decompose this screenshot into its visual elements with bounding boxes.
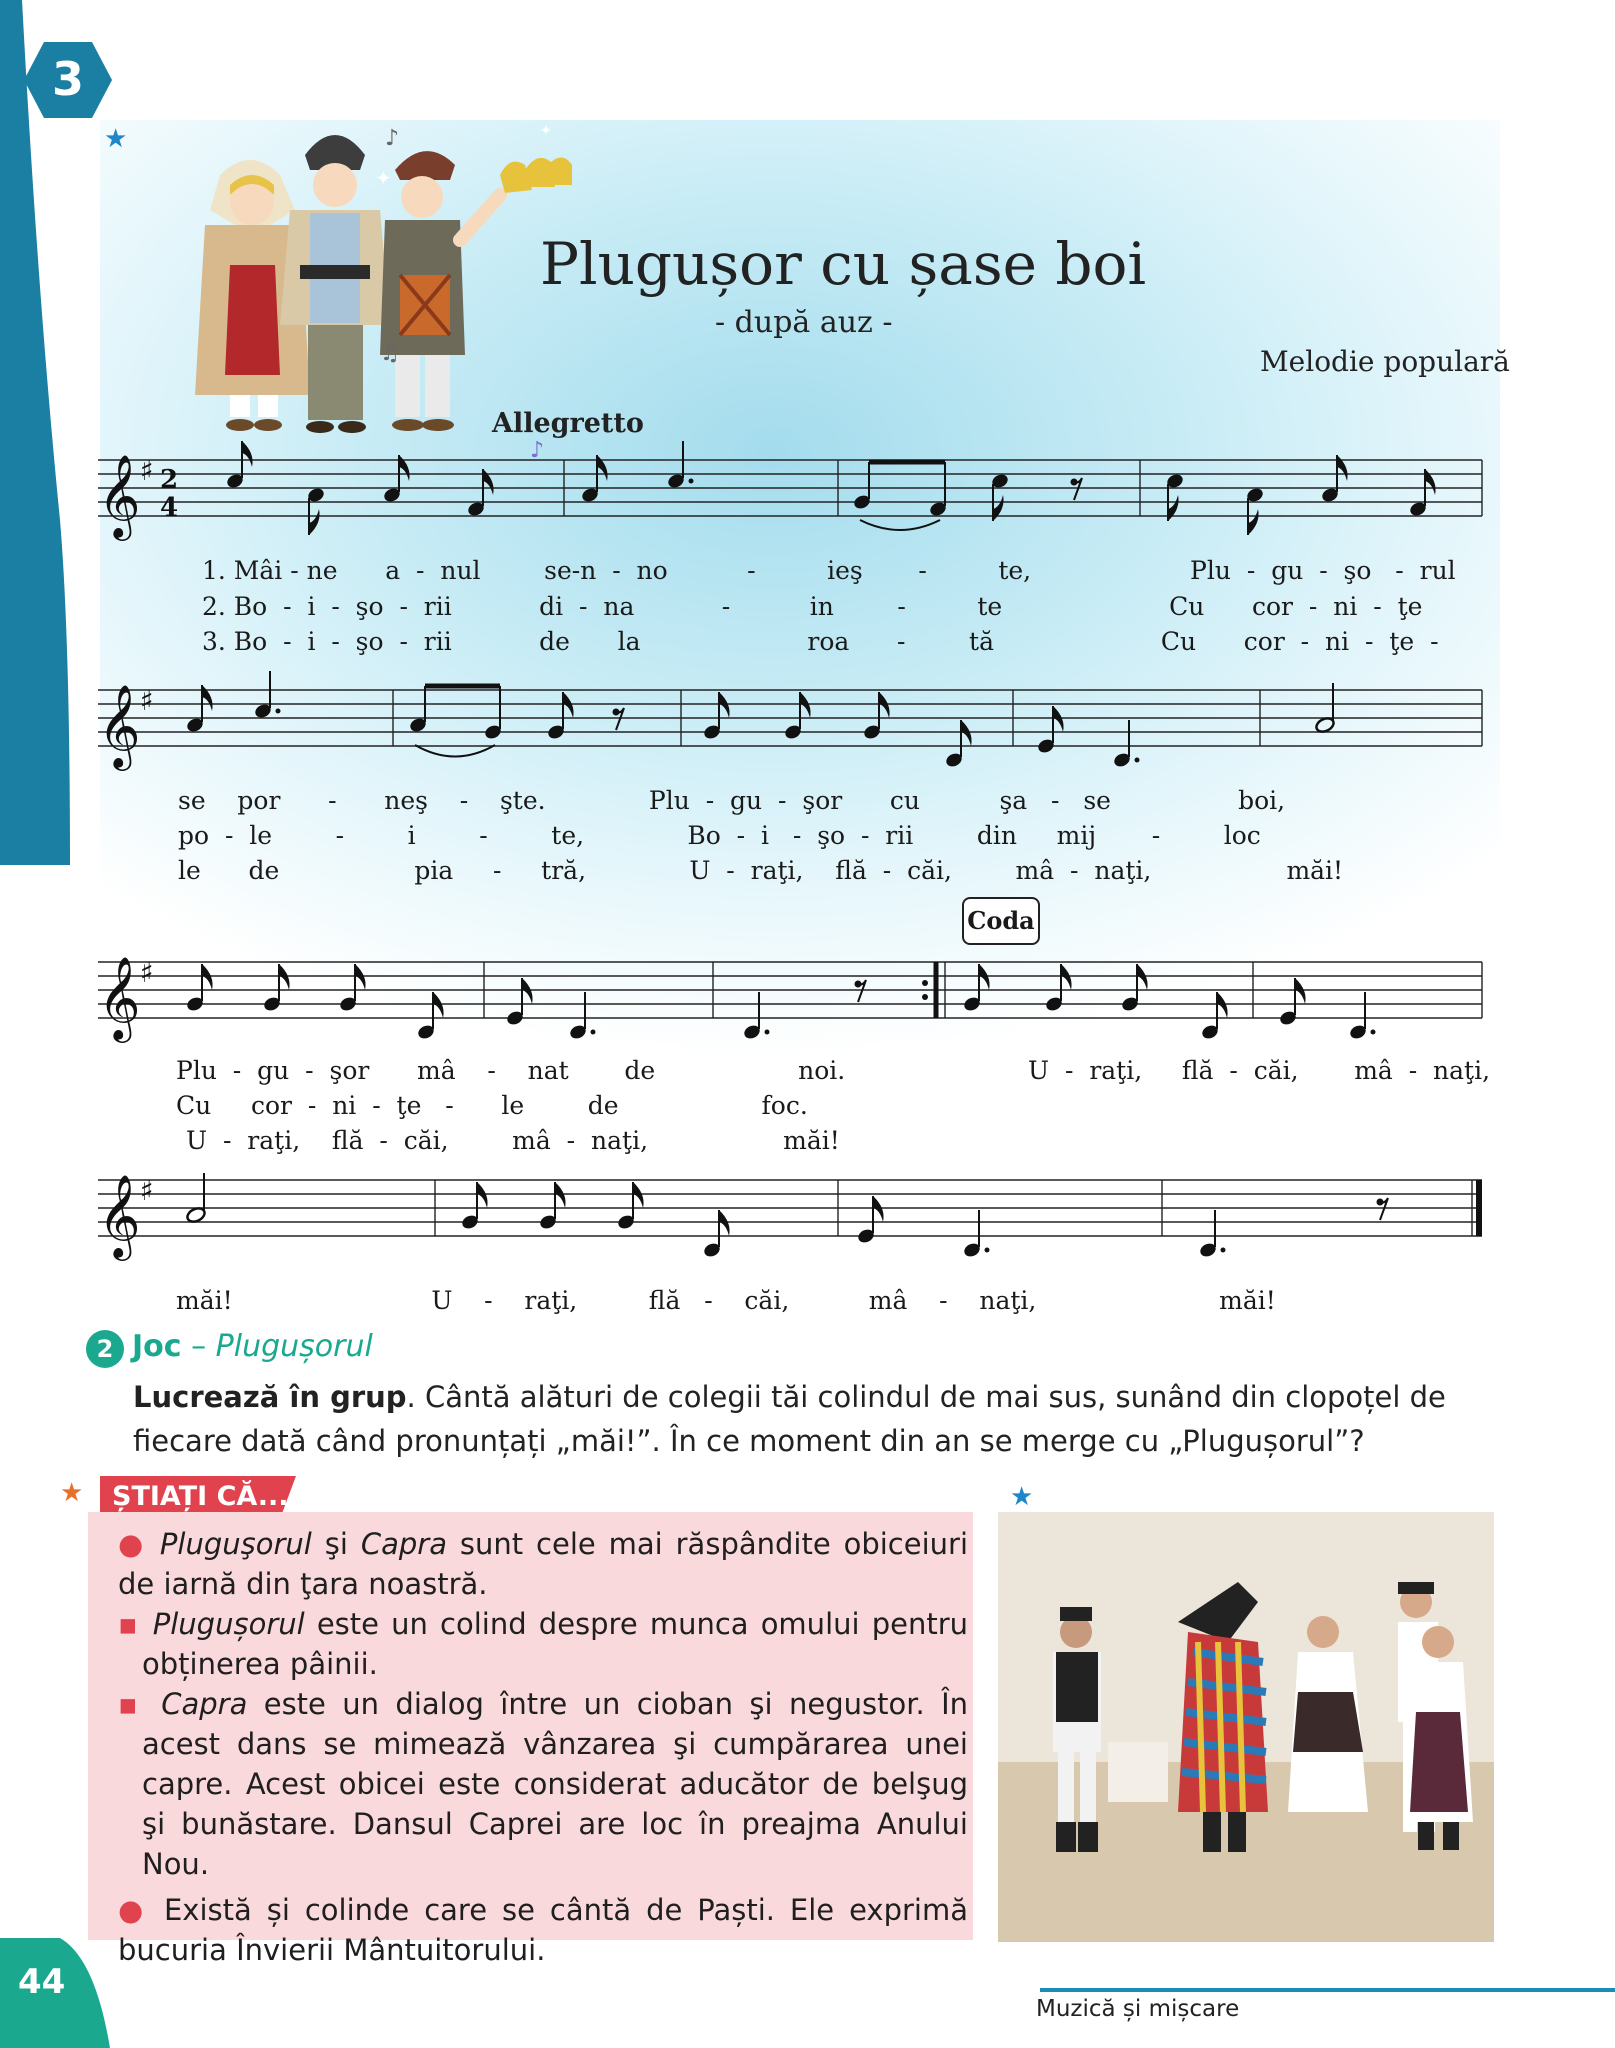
svg-text:4: 4 xyxy=(160,493,179,523)
svg-text:♯: ♯ xyxy=(140,1174,154,1207)
lyrics-s3-verse1: Plu - gu - şor mâ - nat de noi. U - raţi, flă - căi, mâ - naţi, xyxy=(176,1056,1491,1085)
music-note-icon: ♫ xyxy=(380,341,400,366)
bullet-icon: ● xyxy=(118,1893,150,1927)
section-instructions: Lucrează în grup. Cântă alături de colegii tăi colindul de mai sus, sunând din clopoțel de fiecare dată când pronunțați „măi!”. În ce moment din an se merge cu „Plugușorul”? xyxy=(133,1380,1446,1458)
footer-rule xyxy=(1040,1988,1615,1992)
lyrics-s2-verse1: se por - neş - şte. Plu - gu - şor cu şa - se boi, xyxy=(178,786,1286,815)
section-title: Joc – Plugușorul xyxy=(132,1329,373,1364)
facts-tab-label: ȘTIAȚI CĂ... xyxy=(112,1481,289,1512)
staff-1 xyxy=(98,441,1482,541)
song-subtitle: - după auz - xyxy=(715,305,893,340)
fact-item: ▪ Plugușorul este un colind despre munca omului pentru obținerea pâinii. xyxy=(118,1607,969,1681)
svg-text:𝄞: 𝄞 xyxy=(98,683,141,767)
staff-3 xyxy=(98,955,1482,1043)
facts-text xyxy=(118,1524,968,1970)
note-decoration-icon: ♪ xyxy=(530,438,545,463)
lyrics-s1-verse2: 2. Bo - i - şo - rii di - na - in - te Cu cor - ni - ţe xyxy=(202,592,1423,621)
svg-text:♯: ♯ xyxy=(140,454,154,487)
page-number: 44 xyxy=(18,1962,66,2002)
svg-text:✦: ✦ xyxy=(375,166,392,190)
fact-item: ● Există și colinde care se cântă de Paști. Ele exprimă bucuria Învierii Mântuitorului. xyxy=(118,1893,968,1967)
coda-label: Coda xyxy=(962,897,1040,945)
fact-item: ▪ Capra este un dialog între un cioban şi negustor. În acest dans se mimează vânzarea şi cumpărarea unei capre. Acest obicei este considerat aducător de belşug şi bunăstare. Dansul Caprei are loc în preajma Anului Nou. xyxy=(118,1687,969,1881)
star-icon: ★ xyxy=(60,1478,84,1508)
svg-text:𝄞: 𝄞 xyxy=(98,955,141,1039)
svg-text:♯: ♯ xyxy=(140,684,154,717)
dancers-photo xyxy=(998,1512,1494,1942)
bullet-icon: ▪ xyxy=(118,1687,145,1721)
svg-text:𝄞: 𝄞 xyxy=(98,453,141,537)
lyrics-s4-verse1: măi! U - raţi, flă - căi, mâ - naţi, măi! xyxy=(176,1286,1276,1315)
lyrics-s1-verse1: 1. Mâi - ne a - nul se-n - no - ieş - te, Plu - gu - şo - rul xyxy=(202,556,1456,585)
song-origin: Melodie populară xyxy=(1260,345,1510,378)
staff-4 xyxy=(98,1173,1482,1261)
section-number-badge: 2 xyxy=(86,1330,124,1368)
book-title: Muzică și mișcare xyxy=(1036,1996,1240,2022)
lyrics-s1-verse3: 3. Bo - i - şo - rii de la roa - tă Cu cor - ni - ţe - xyxy=(202,627,1439,656)
lyrics-s3-verse3: U - raţi, flă - căi, mâ - naţi, măi! xyxy=(186,1126,840,1155)
bullet-icon: ▪ xyxy=(118,1607,141,1641)
svg-text:♯: ♯ xyxy=(140,956,154,989)
bullet-icon: ● xyxy=(118,1527,147,1561)
staff-2 xyxy=(98,671,1482,771)
fact-item: ● Pluguşorul şi Capra sunt cele mai răspândite obiceiuri de iarnă din ţara noastră. xyxy=(118,1527,969,1601)
svg-text:✦: ✦ xyxy=(540,123,552,139)
svg-text:𝄞: 𝄞 xyxy=(98,1173,141,1257)
unit-number: 3 xyxy=(51,52,84,106)
svg-text:♪: ♪ xyxy=(385,126,400,151)
star-icon: ★ xyxy=(104,124,128,154)
svg-text:2: 2 xyxy=(160,465,179,495)
lyrics-s3-verse2: Cu cor - ni - ţe - le de foc. xyxy=(176,1091,808,1120)
star-icon: ★ xyxy=(1010,1482,1034,1512)
lyrics-s2-verse3: le de pia - tră, U - raţi, flă - căi, mâ - naţi, măi! xyxy=(178,856,1344,885)
lyrics-s2-verse2: po - le - i - te, Bo - i - şo - rii din mij - loc xyxy=(178,821,1261,850)
song-title: Plugușor cu șase boi xyxy=(540,230,1146,298)
tempo-marking: Allegretto xyxy=(492,408,644,439)
